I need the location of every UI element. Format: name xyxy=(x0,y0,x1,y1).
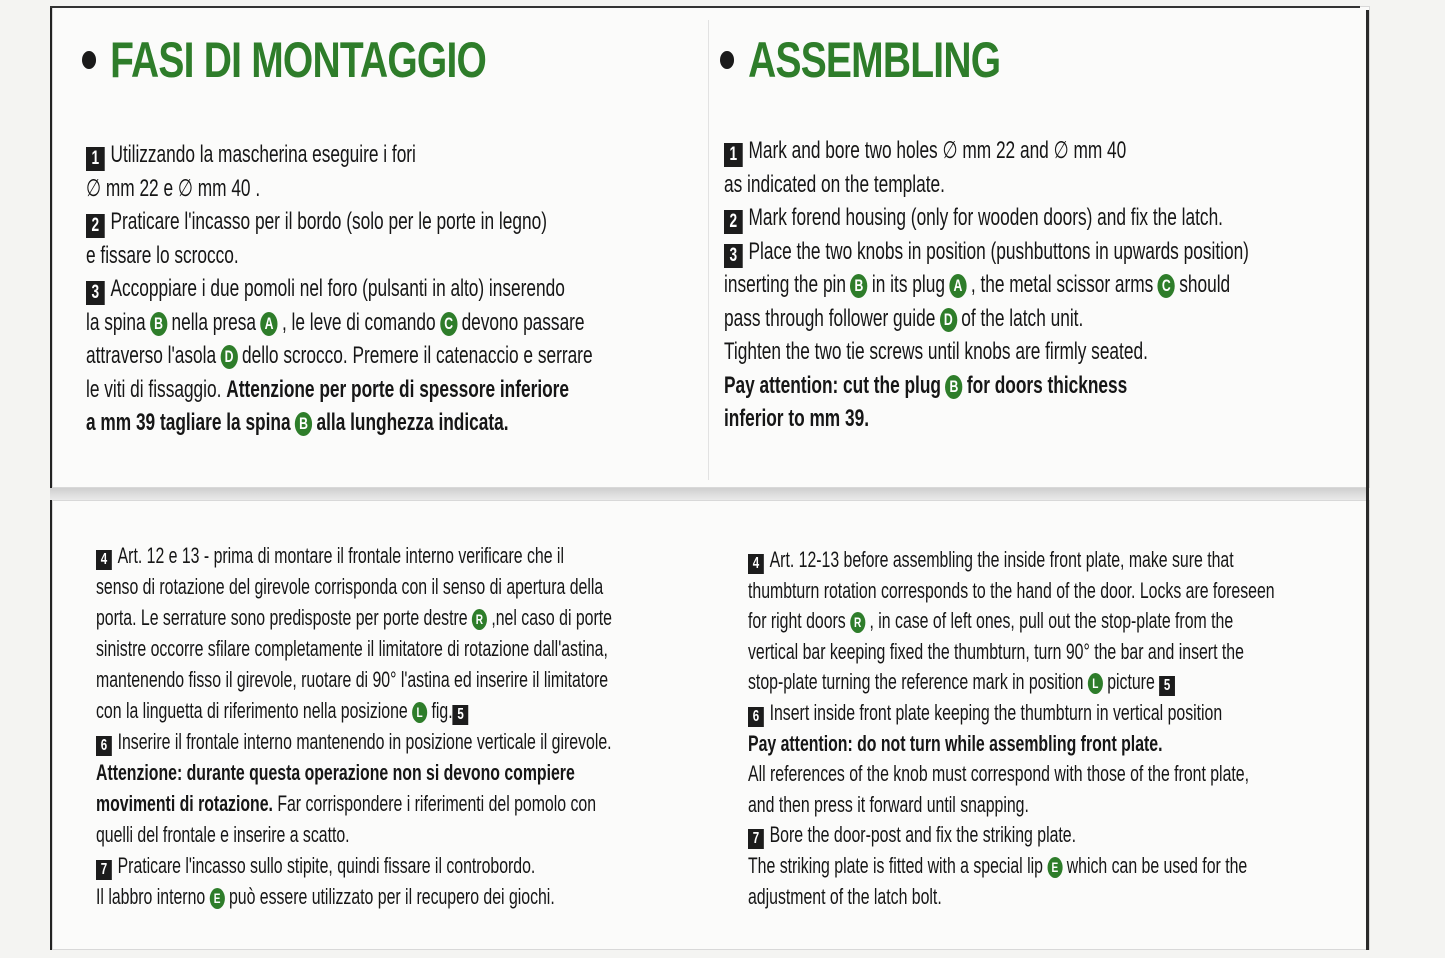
step-line: mantenendo fisso il girevole, ruotare di 90° l'astina ed inserire il limitatore xyxy=(96,667,609,692)
step-line: e fissare lo scrocco. xyxy=(86,241,239,269)
step-line: Pay attention: do not turn while assembling front plate. xyxy=(748,730,1163,756)
step-number-badge: 3 xyxy=(724,244,743,268)
right-border xyxy=(1366,10,1369,950)
step-line: senso di rotazione del girevole corrisponda con il senso di apertura della xyxy=(96,574,604,599)
italian-steps-4-7 xyxy=(96,540,612,912)
fold-line xyxy=(50,488,1368,500)
step-line: 6 Inserire il frontale interno mantenendo in posizione verticale il girevole. xyxy=(96,726,612,757)
part-b-marker: B xyxy=(945,375,962,399)
part-l-marker: L xyxy=(412,702,427,723)
step-line: The striking plate is fitted with a special lip E which can be used for the xyxy=(748,852,1248,878)
step-line: 7 Bore the door-post and fix the striking plate. xyxy=(748,820,1275,851)
step-line: 1 Mark and bore two holes ∅ mm 22 and ∅ mm 40 xyxy=(724,134,1249,168)
step-number-badge: 3 xyxy=(86,281,105,305)
step-number-badge: 7 xyxy=(96,860,112,880)
step-line: adjustment of the latch bolt. xyxy=(748,883,942,909)
step-number-badge: 1 xyxy=(724,143,743,167)
step-line: All references of the knob must correspond with those of the front plate, xyxy=(748,761,1249,787)
step-line: Tighten the two tie screws until knobs are firmly seated. xyxy=(724,338,1148,365)
step-line: ∅ mm 22 e ∅ mm 40 . xyxy=(86,174,261,202)
english-heading xyxy=(720,30,1000,90)
italian-title: FASI DI MONTAGGIO xyxy=(110,32,487,88)
step-line: con la linguetta di riferimento nella posizione L fig. 5 xyxy=(96,695,612,726)
english-steps-4-7 xyxy=(748,545,1275,912)
step-line: inserting the pin B in its plug A , the metal scissor arms C should xyxy=(724,271,1231,298)
step-line: pass through follower guide D of the latch unit. xyxy=(724,304,1084,332)
part-c-marker: C xyxy=(440,312,457,336)
step-line: movimenti di rotazione. Far corrispondere i riferimenti del pomolo con xyxy=(96,791,597,816)
part-d-marker: D xyxy=(220,345,237,369)
top-border xyxy=(50,6,1360,8)
part-e-marker: E xyxy=(1047,857,1062,878)
column-divider xyxy=(708,20,709,480)
part-l-marker: L xyxy=(1088,673,1103,694)
step-line: le viti di fissaggio. Attenzione per porte di spessore inferiore xyxy=(86,375,570,403)
part-a-marker: A xyxy=(260,312,277,336)
step-line: Il labbro interno E può essere utilizzato per il recupero dei giochi. xyxy=(96,884,555,909)
step-line: and then press it forward until snapping. xyxy=(748,791,1029,817)
step-line: stop-plate turning the reference mark in position L picture 5 xyxy=(748,667,1275,698)
step-line: thumbturn rotation corresponds to the hand of the door. Locks are foreseen xyxy=(748,577,1275,603)
step-line: sinistre occorre sfilare completamente il limitatore di rotazione dall'astina, xyxy=(96,636,608,661)
english-steps-1-3 xyxy=(724,134,1249,436)
bullet-icon xyxy=(720,51,734,69)
step-line: la spina B nella presa A , le leve di comando C devono passare xyxy=(86,308,585,336)
step-line: Attenzione: durante questa operazione non si devono compiere xyxy=(96,760,575,785)
step-line: vertical bar keeping fixed the thumbturn, turn 90° the bar and insert the xyxy=(748,638,1244,664)
step-line: 7 Praticare l'incasso sullo stipite, quindi fissare il controbordo. xyxy=(96,850,612,881)
part-a-marker: A xyxy=(949,274,966,298)
part-r-marker: R xyxy=(850,612,865,633)
step-line: 3 Place the two knobs in position (pushbuttons in upwards position) xyxy=(724,235,1249,269)
step-number-badge: 1 xyxy=(86,147,105,171)
step-number-badge: 6 xyxy=(748,707,764,727)
part-d-marker: D xyxy=(940,308,957,332)
step-line: for right doors R , in case of left ones, pull out the stop-plate from the xyxy=(748,608,1234,634)
english-title: ASSEMBLING xyxy=(748,32,1001,88)
step-number-badge: 7 xyxy=(748,829,764,849)
step-line: porta. Le serrature sono predisposte per porte destre R ,nel caso di porte xyxy=(96,605,612,630)
step-number-badge: 4 xyxy=(748,554,764,574)
figure-number-badge: 5 xyxy=(1159,676,1175,696)
step-line: 6 Insert inside front plate keeping the thumbturn in vertical position xyxy=(748,698,1275,729)
step-number-badge: 6 xyxy=(96,736,112,756)
italian-heading xyxy=(82,30,486,90)
step-number-badge: 2 xyxy=(724,210,743,234)
part-b-marker: B xyxy=(295,412,312,436)
bullet-icon xyxy=(82,51,96,69)
step-line: as indicated on the template. xyxy=(724,170,945,198)
italian-steps-1-3 xyxy=(86,138,593,440)
step-number-badge: 4 xyxy=(96,550,112,570)
figure-number-badge: 5 xyxy=(453,705,469,725)
step-line: 2 Praticare l'incasso per il bordo (solo per le porte in legno) xyxy=(86,205,593,239)
step-line: quelli del frontale e inserire a scatto. xyxy=(96,822,350,847)
part-r-marker: R xyxy=(472,609,487,630)
step-line: inferior to mm 39. xyxy=(724,405,869,432)
step-line: Pay attention: cut the plug B for doors thickness xyxy=(724,371,1128,399)
part-b-marker: B xyxy=(150,312,167,336)
step-number-badge: 2 xyxy=(86,214,105,238)
step-line: attraverso l'asola D dello scrocco. Premere il catenaccio e serrare xyxy=(86,342,593,369)
step-line: 2 Mark forend housing (only for wooden doors) and fix the latch. xyxy=(724,201,1249,235)
step-line: 3 Accoppiare i due pomoli nel foro (pulsanti in alto) inserendo xyxy=(86,272,593,306)
step-line: 1 Utilizzando la mascherina eseguire i fori xyxy=(86,138,593,172)
part-b-marker: B xyxy=(850,274,867,298)
step-line: 4 Art. 12-13 before assembling the inside front plate, make sure that xyxy=(748,545,1275,576)
part-e-marker: E xyxy=(210,888,225,909)
step-line: a mm 39 tagliare la spina B alla lunghezza indicata. xyxy=(86,409,509,436)
step-line: 4 Art. 12 e 13 - prima di montare il frontale interno verificare che il xyxy=(96,540,612,571)
part-c-marker: C xyxy=(1158,274,1175,298)
